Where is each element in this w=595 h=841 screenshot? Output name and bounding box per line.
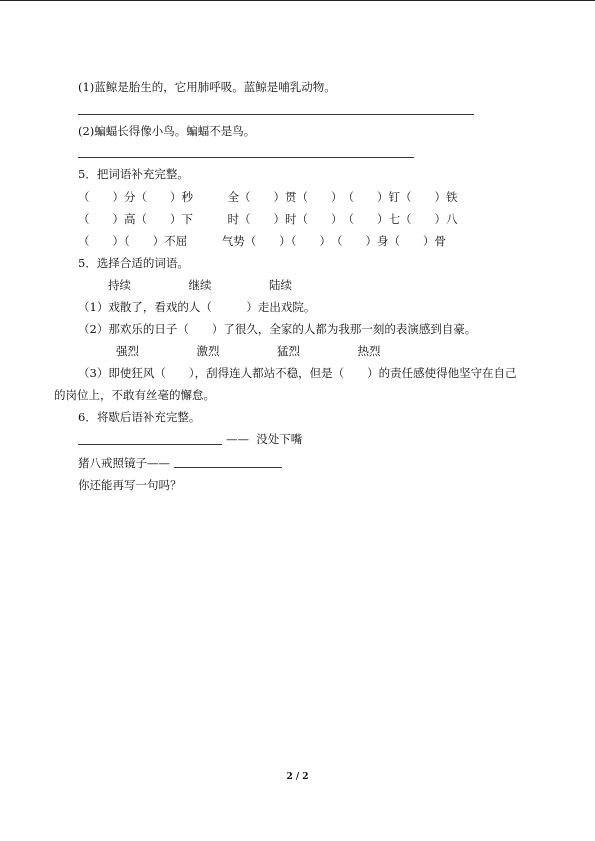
answer-line-3 (78, 444, 222, 445)
xiehouyu-2-head: 猪八戒照镜子—— (78, 456, 170, 470)
rewrite-sentence-2: (2)蝙蝠长得像小鸟。蝙蝠不是鸟。 (78, 124, 256, 138)
word-choices-1: 持续 继续 陆续 (108, 278, 292, 292)
question-6-title: 6．将歇后语补充完整。 (78, 410, 201, 424)
idiom-row-2: （ ）高（ ）下 时（ ）时（ ） （ ）七（ ）八 (78, 212, 458, 226)
answer-line-2 (78, 157, 414, 158)
sentence-3-part-1: （3）即使狂风（ ），刮得连人都站不稳，但是（ ）的责任感使得他坚守在自己 (78, 366, 517, 380)
sentence-2: （2）那欢乐的日子（ ）了很久，全家的人都为我那一刻的表演感到自豪。 (78, 322, 477, 336)
page-number: 2 / 2 (286, 772, 309, 782)
answer-line-1 (78, 114, 474, 115)
xiehouyu-prompt: 你还能再写一句吗？ (78, 478, 182, 492)
sentence-1: （1）戏散了，看戏的人（ ）走出戏院。 (78, 300, 316, 314)
idiom-row-3: （ ）（ ）不屈 气势（ ）（ ） （ ）身（ ）骨 (78, 234, 446, 248)
xiehouyu-1-tail: —— 没处下嘴 (226, 432, 303, 446)
word-choices-2: 强烈 激烈 猛烈 热烈 (116, 344, 381, 358)
question-5b-title: 5．选择合适的词语。 (78, 256, 189, 270)
rewrite-sentence-1: (1)蓝鲸是胎生的，它用肺呼吸。蓝鲸是哺乳动物。 (78, 80, 336, 94)
sentence-3-part-2: 的岗位上，不敢有丝毫的懈怠。 (54, 388, 215, 402)
answer-line-4 (174, 467, 282, 468)
header-rule (0, 0, 595, 1)
idiom-row-1: （ ）分（ ）秒 全（ ）贯（ ） （ ）钉（ ）铁 (78, 190, 458, 204)
question-5a-title: 5．把词语补充完整。 (78, 167, 189, 181)
